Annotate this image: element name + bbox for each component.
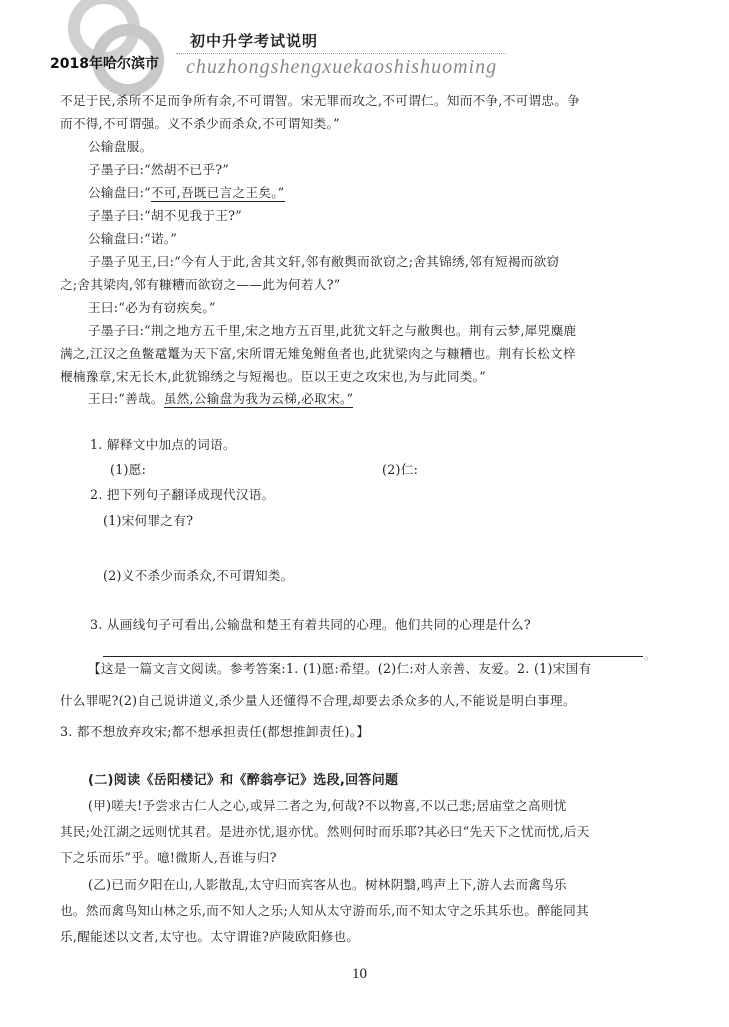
- question-1: 1. 解释文中加点的词语。: [90, 437, 236, 452]
- header-pinyin: chuzhongshengxuekaoshishuoming: [186, 56, 498, 78]
- question-2-item-2: (2)义不杀少而杀众,不可谓知类。: [103, 568, 294, 583]
- section-heading: (二)阅读《岳阳楼记》和《醉翁亭记》选段,回答问题: [88, 773, 399, 788]
- passage-line: [88, 391, 353, 407]
- passage-line: 子墨子曰:“胡不见我于王?”: [88, 208, 243, 223]
- text: 公输盘曰:“: [88, 185, 151, 200]
- header-divider: [176, 53, 506, 54]
- answer-line-text: 什么罪呢?(2)自己说讲道义,杀少量人还懂得不合理,却要去杀众多的人,不能说是明白事理。: [60, 693, 576, 708]
- passage-line: 子墨子曰:“然胡不已乎?”: [88, 162, 230, 177]
- section-line: 乐,醒能述以文者,太守也。太守谓谁?庐陵欧阳修也。: [60, 929, 360, 944]
- passage-line: 子墨子见王,曰:“今有人于此,舍其文轩,邻有敝舆而欲窃之;舍其锦绣,邻有短褐而欲窃: [88, 254, 560, 269]
- passage-line: 楩楠豫章,宋无长木,此犹锦绣之与短褐也。臣以王吏之攻宋也,为与此同类。”: [60, 369, 486, 384]
- section-line: (甲)嗟夫!予尝求古仁人之心,或异二者之为,何哉?不以物喜,不以己悲;居庙堂之高则忧: [88, 798, 567, 813]
- rings-logo: [62, 0, 172, 100]
- passage-line: 而不得,不可谓强。义不杀少而杀众,不可谓知类。”: [60, 116, 340, 131]
- passage-line: 子墨子曰:“荆之地方五千里,宋之地方五百里,此犹文轩之与敝舆也。荆有云梦,犀兕麋鹿: [88, 323, 577, 338]
- section-line: 也。然而禽鸟知山林之乐,而不知人之乐;人知从太守游而乐,而不知太守之乐其乐也。醉能同其: [60, 903, 589, 918]
- question-1-item-2: (2)仁:: [382, 462, 419, 477]
- underlined-sentence: 虽然,公输盘为我为云梯,必取宋。”: [163, 391, 354, 406]
- header-city: 2018年哈尔滨市: [50, 56, 159, 72]
- passage-line: 满之,江汉之鱼鳖鼋鼍为天下富,宋所谓无雉兔鲋鱼者也,此犹梁肉之与糠糟也。荆有长松文梓: [60, 346, 576, 361]
- passage-line: 公输盘曰:“诺。”: [88, 231, 178, 246]
- answer-line-text: 【这是一篇文言文阅读。参考答案:1. (1)愿:希望。(2)仁:对人亲善、友爱。2. (1)宋国有: [88, 661, 592, 676]
- question-1-item-1: (1)愿:: [110, 462, 147, 477]
- answer-line-end: 。: [644, 648, 657, 662]
- text: 王曰:“善哉。: [88, 391, 164, 406]
- passage-line: 不足于民,杀所不足而争所有余,不可谓智。宋无罪而攻之,不可谓仁。知而不争,不可谓忠。争: [60, 93, 581, 108]
- answer-line-text: 3. 都不想放弃攻宋;都不想承担责任(都想推卸责任)。】: [60, 724, 370, 739]
- header-title: 初中升学考试说明: [190, 32, 319, 50]
- section-line: 其民;处江湖之远则忧其君。是进亦忧,退亦忧。然则何时而乐耶?其必曰“先天下之忧而忧,后天: [60, 824, 590, 839]
- question-3: 3. 从画线句子可看出,公输盘和楚王有着共同的心理。他们共同的心理是什么?: [90, 617, 531, 632]
- question-2: 2. 把下列句子翻译成现代汉语。: [90, 487, 275, 502]
- question-2-item-1: (1)宋何罪之有?: [103, 513, 194, 528]
- passage-line: 王曰:“必为有窃疾矣。”: [88, 300, 216, 315]
- answer-line: [103, 656, 643, 657]
- section-line: (乙)已而夕阳在山,人影散乱,太守归而宾客从也。树林阴翳,鸣声上下,游人去而禽鸟乐: [88, 877, 567, 892]
- section-line: 下之乐而乐”乎。噫!微斯人,吾谁与归?: [60, 850, 277, 865]
- underlined-sentence: 不可,吾既已言之王矣。”: [150, 185, 285, 200]
- page-number: 10: [352, 966, 367, 982]
- passage-line: [88, 185, 285, 201]
- passage-line: 公输盘服。: [88, 139, 153, 154]
- passage-line: 之;舍其梁肉,邻有糠糟而欲窃之——此为何若人?”: [60, 277, 341, 292]
